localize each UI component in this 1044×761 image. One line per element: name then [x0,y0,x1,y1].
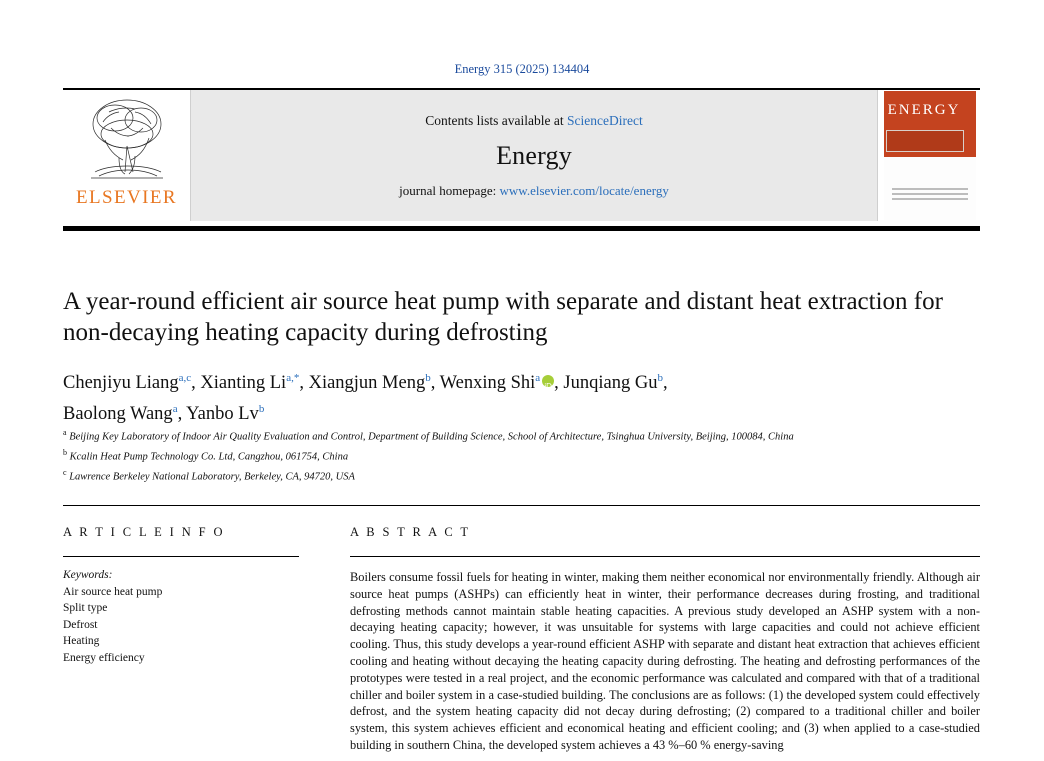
affiliation-item [63,445,883,465]
abstract-heading: A B S T R A C T [350,525,471,539]
author-affil-marker: b [258,403,265,416]
elsevier-tree-icon [75,94,179,186]
author-item: Chenjiyu Liang$^{a,c}$, [63,372,201,394]
elsevier-logo [63,90,191,221]
affiliation-text: Kcalin Heat Pump Technology Co. Ltd, Cangzhou, 061754, China [69,451,349,463]
contents-line [425,113,642,129]
author-affil-marker: a,c [178,372,192,384]
journal-cover-thumbnail [877,90,980,221]
affiliation-text: Beijing Key Laboratory of Indoor Air Quality Evaluation and Control, Department of Building Science, School of Architecture, Tsinghua University, Beijing, 100084, China [69,431,794,443]
author-name: Xiangjun Meng [308,373,426,394]
homepage-line [399,183,669,199]
journal-homepage-link[interactable]: www.elsevier.com/locate/energy [499,182,669,198]
affiliation-item [63,425,883,445]
elsevier-wordmark: ELSEVIER [76,187,177,208]
author-affil-marker: a,* [286,372,300,384]
author-affil-marker: a [535,372,541,384]
author-item: Wenxing Shi$^a$ iD , [440,373,564,393]
keyword-item: Heating [63,635,100,647]
abstract-underline [350,556,980,557]
author-item [186,404,264,424]
contents-prefix: Contents lists available at [425,112,567,128]
homepage-prefix: journal homepage: [399,182,500,198]
author-name: Chenjiyu Liang [63,373,179,394]
article-info-heading: A R T I C L E I N F O [63,525,225,539]
author-name: Baolong Wang [63,404,173,425]
cover-graphic [886,130,964,152]
author-name: Junqiang Gu [563,373,658,394]
journal-masthead [63,88,980,221]
author-affil-marker: b [657,372,663,384]
author-name: Xianting Li [200,373,287,394]
running-head: Energy 315 (2025) 134404 [454,62,590,76]
sciencedirect-link[interactable]: ScienceDirect [567,112,643,128]
author-item: Junqiang Gu$^b$, [563,372,668,394]
affiliation-marker: a [63,428,67,437]
author-list [63,365,963,427]
author-item: Xianting $Li^{a,*}$, [200,372,309,394]
section-divider [63,505,980,506]
masthead-bottom-rule [63,226,980,231]
article-info-underline [63,556,299,557]
author-affil-marker: b [425,372,431,384]
keyword-item: Split type [63,602,108,614]
keywords-label: Keywords: [63,569,113,581]
author-item: Baolong Wang$^a$, [63,403,187,425]
author-affil-marker: a [172,403,178,416]
author-item: Xiangjun Meng$^b$, [308,372,440,394]
affiliation-list [63,425,883,485]
page-title: A year-round efficient air source heat pump with separate and distant heat extraction for non-decaying heating capacity during defrosting [63,288,943,346]
keyword-item: Energy efficiency [63,651,145,664]
keyword-item: Air source heat pump [63,585,163,598]
cover-text-lines [892,188,968,203]
abstract-block [350,525,980,754]
keyword-item: Defrost [63,618,98,631]
affiliation-text: Lawrence Berkeley National Laboratory, Berkeley, CA, 94720, USA [69,471,355,483]
orcid-icon[interactable] [542,375,554,387]
cover-journal-word: ENERGY [887,102,961,118]
article-info-block [63,525,299,666]
keywords-list [63,567,299,666]
author-name: Wenxing Shi [439,373,536,394]
affiliation-item [63,465,883,485]
abstract-text: Boilers consume fossil fuels for heating in winter, making them neither economical nor environmentally friendly. Although air source heat pumps (ASHPs) can efficiently heat in winter, their performance decreases during frosting, and traditional defrosting methods cannot maintain stable heating capacities. A previous study developed an ASHP system with a non-decaying heating capacity; however, it was unsuitable for systems with large capacities and could not achieve efficient cooling. Thus, this study develops a year-round efficient ASHP with separate and distant heat extraction that achieves efficient cooling and heating without decaying the heating capacity during defrosting. The heating and defrosting performances of the prototypes were tested in a real project, and the economic performance was calculated and compared with that of a traditional chiller and boiler system in a case-studied building. The conclusions are as follows: (1) the developed system could effectively defrost, and the system heating capacity did not decay during defrosting; (2) compared to a traditional chiller and boiler system, this system achieves efficient and economical heating and efficient cooling; and (3) when applied to a case-studied building in southern China, the developed system achieves a 43 %–60 % energy-saving [350,570,980,752]
affiliation-marker: b [63,448,67,457]
journal-title: Energy [496,140,572,170]
masthead-center [191,90,877,221]
author-name: Yanbo Lv [186,404,259,425]
affiliation-marker: c [63,468,67,477]
